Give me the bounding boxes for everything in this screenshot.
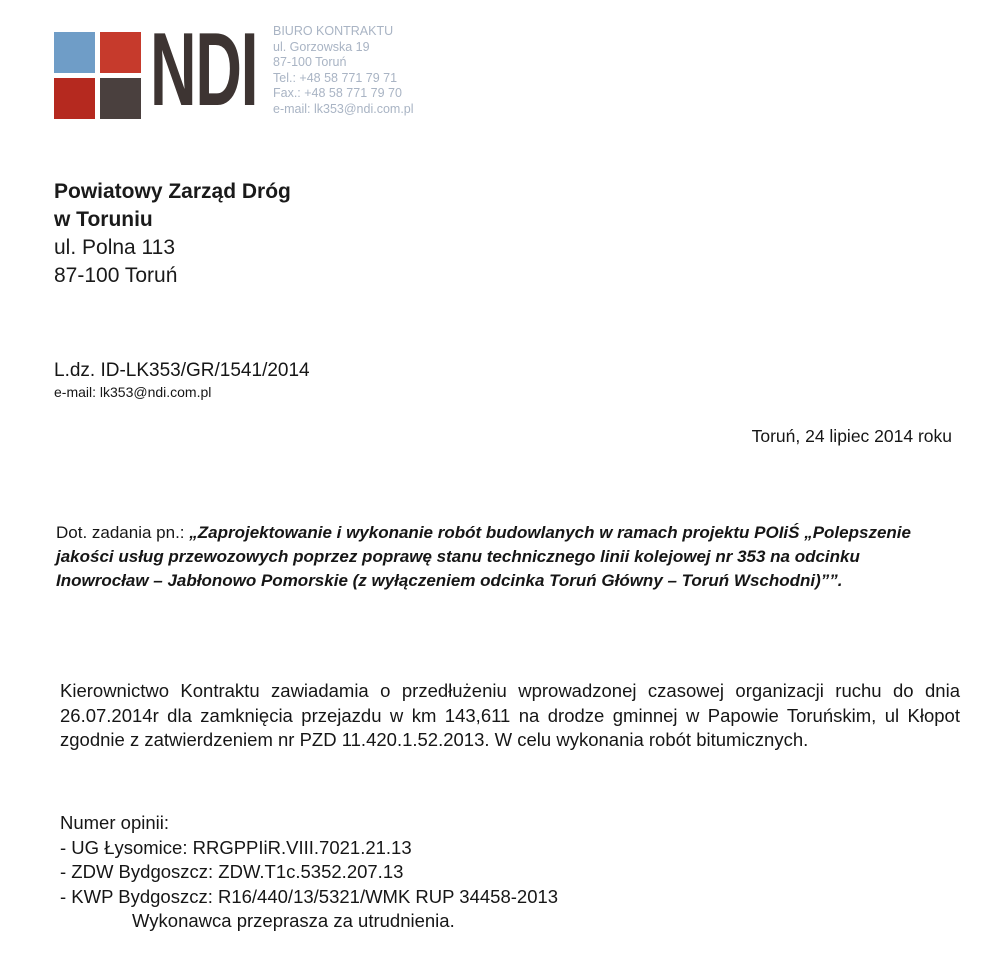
logo-square-red (100, 32, 141, 73)
office-street: ul. Gorzowska 19 (273, 39, 370, 54)
office-email: e-mail: lk353@ndi.com.pl (273, 101, 414, 116)
reference-number: L.dz. ID-LK353/GR/1541/2014 (54, 360, 310, 381)
office-phone: Tel.: +48 58 771 79 71 (273, 70, 398, 85)
recipient-address (54, 178, 291, 290)
apology-text: Wykonawca przeprasza za utrudnienia. (132, 910, 455, 931)
recipient-name-city: w Toruniu (54, 208, 153, 231)
logo-square-blue (54, 32, 95, 73)
opinion-item: - KWP Bydgoszcz: R16/440/13/5321/WMK RUP 34458-2013 (60, 885, 559, 907)
recipient-city: 87-100 Toruń (54, 264, 178, 287)
office-fax: Fax.: +48 58 771 79 70 (273, 86, 402, 100)
letter-subject (56, 521, 956, 593)
reference-email: e-mail: lk353@ndi.com.pl (54, 384, 212, 400)
subject-lead: Dot. zadania pn.: (56, 523, 190, 542)
opinion-item: - UG Łysomice: RRGPPIiR.VIII.7021.21.13 (60, 836, 412, 858)
opinion-item: - ZDW Bydgoszcz: ZDW.T1c.5352.207.13 (60, 861, 404, 882)
letter-date: Toruń, 24 lipiec 2014 roku (751, 426, 952, 446)
recipient-street: ul. Polna 113 (54, 236, 176, 259)
office-address-block (273, 24, 414, 117)
subject-title: „Zaprojektowanie i wykonanie robót budowlanych w ramach projektu POIiŚ „Polepszenie jakości usług przewozowych poprzez poprawę stanu technicznego linii kolejowej nr 353 na odcinku Inowrocław – Jabłonowo Pomorskie (z wyłączeniem odcinka Toruń Główny – Toruń Wschodni)””. (56, 523, 911, 590)
opinions-list (60, 811, 558, 934)
logo-square-brown (100, 78, 141, 119)
office-title: BIURO KONTRAKTU (273, 24, 394, 38)
company-logo-text: NDI (150, 12, 258, 128)
office-city: 87-100 Toruń (273, 55, 347, 69)
logo-square-dark-red (54, 78, 95, 119)
reference-block (54, 359, 310, 401)
opinions-heading: Numer opinii: (60, 812, 169, 833)
recipient-name: Powiatowy Zarząd Dróg (54, 180, 291, 203)
logo-squares (54, 32, 142, 120)
body-paragraph: Kierownictwo Kontraktu zawiadamia o przedłużeniu wprowadzonej czasowej organizacji ruchu do dnia 26.07.2014r dla zamknięcia przejazdu w km 143,611 na drodze gminnej w Papowie Toruńskim, ul Kłopot zgodnie z zatwierdzeniem nr PZD 11.420.1.52.2013. W celu wykonania robót bitumicznych. (60, 680, 960, 750)
